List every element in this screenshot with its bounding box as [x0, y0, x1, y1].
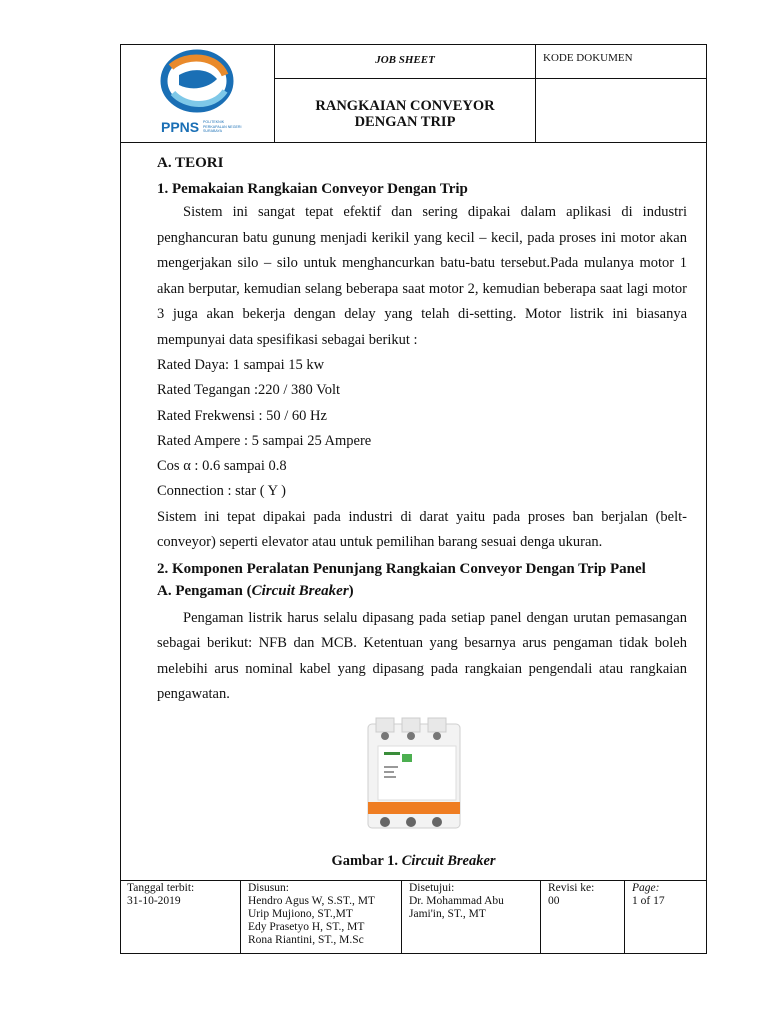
approver-name: Jami'in, ST., MT — [409, 908, 486, 920]
logo-text: PPNS — [161, 119, 200, 135]
subsection-heading-2: 2. Komponen Peralatan Penunjang Rangkaian Conveyor Dengan Trip Panel — [157, 560, 646, 577]
header-divider — [535, 45, 536, 142]
footer-cell-page — [625, 880, 707, 954]
ppns-logo — [121, 45, 274, 142]
author-name: Edy Prasetyo H, ST., MT — [248, 921, 365, 933]
section-heading-teori: A. TEORI — [157, 155, 224, 171]
doc-code-label: KODE DOKUMEN — [543, 52, 633, 64]
circuit-breaker-image — [362, 716, 464, 834]
disusun-label: Disusun: — [248, 882, 289, 894]
doc-type-label: JOB SHEET — [375, 54, 435, 66]
approver-name: Dr. Mohammad Abu — [409, 895, 504, 907]
subsection-heading-1: 1. Pemakaian Rangkaian Conveyor Dengan Trip — [157, 181, 468, 197]
doc-title-line2: DENGAN TRIP — [354, 114, 456, 130]
header-divider — [274, 78, 707, 79]
caption-italic: Circuit Breaker — [401, 853, 496, 869]
page-label: Page: — [632, 882, 660, 894]
doc-title — [275, 98, 535, 130]
heading-2a-suffix: ) — [348, 582, 354, 599]
page-number: 1 of 17 — [632, 895, 665, 907]
author-name: Urip Mujiono, ST.,MT — [248, 908, 353, 920]
footer-cell-disetujui — [402, 880, 541, 954]
caption-prefix: Gambar 1. — [331, 853, 399, 869]
main-content — [157, 152, 687, 708]
paragraph-breaker: Pengaman listrik harus selalu dipasang pada setiap panel dengan urutan pemasangan sebagai berikut: NFB dan MCB. Ketentuan yang besarnya arus pengaman tidak boleh melebihi arus nominal kabel yang dipasang pada rangkaian pengendali atau rangkaian pengawatan. — [157, 609, 687, 703]
circuit-breaker-icon — [362, 716, 464, 834]
paragraph-usage: Sistem ini tepat dipakai pada industri di darat yaitu pada proses ban berjalan (belt-conveyor) seperti elevator atau untuk pemilihan barang sesuai denga ukuran. — [157, 508, 687, 551]
author-name: Hendro Agus W, S.ST., MT — [248, 895, 375, 907]
doc-title-line1: RANGKAIAN CONVEYOR — [315, 98, 495, 114]
footer-table — [120, 880, 707, 954]
revisi-value: 00 — [548, 895, 560, 907]
spec-line: Connection : star ( Y ) — [157, 483, 286, 500]
footer-cell-revisi — [541, 880, 625, 954]
paragraph-intro: Sistem ini sangat tepat efektif dan sering dipakai dalam aplikasi di industri penghancuran batu gunung menjadi kerikil yang kecil – kecil, pada proses ini motor akan mengerjakan silo – silo untuk menghancurkan batu-batu tersebut.Pada mulanya motor 1 akan berputar, kemudian selang beberapa saat motor 2, kemudian beberapa saat lagi motor 3 juga akan bekerja dengan delay yang telah di-setting. Motor listrik ini biasanya mempunyai data spesifikasi sebagai berikut : — [157, 204, 687, 348]
tanggal-label: Tanggal terbit: — [127, 882, 195, 894]
author-name: Rona Riantini, ST., M.Sc — [248, 934, 364, 946]
heading-2a-prefix: A. Pengaman ( — [157, 582, 252, 599]
figure-caption — [120, 853, 707, 870]
spec-line: Rated Tegangan :220 / 380 Volt — [157, 382, 341, 399]
spec-line: Cos α : 0.6 sampai 0.8 — [157, 458, 287, 475]
disetujui-label: Disetujui: — [409, 882, 455, 894]
spec-line: Rated Frekwensi : 50 / 60 Hz — [157, 407, 327, 424]
spec-line: Rated Daya: 1 sampai 15 kw — [157, 357, 325, 373]
header-divider — [120, 142, 707, 143]
footer-cell-disusun — [241, 880, 402, 954]
heading-2a-italic: Circuit Breaker — [251, 582, 349, 599]
revisi-label: Revisi ke: — [548, 882, 595, 894]
subsection-heading-2a — [157, 580, 687, 602]
footer-cell-tanggal — [120, 880, 241, 954]
spec-line: Rated Ampere : 5 sampai 25 Ampere — [157, 432, 372, 449]
tanggal-value: 31-10-2019 — [127, 895, 181, 907]
logo-subtext: POLITEKNIK PERKAPALAN NEGERI SURABAYA — [203, 120, 242, 133]
